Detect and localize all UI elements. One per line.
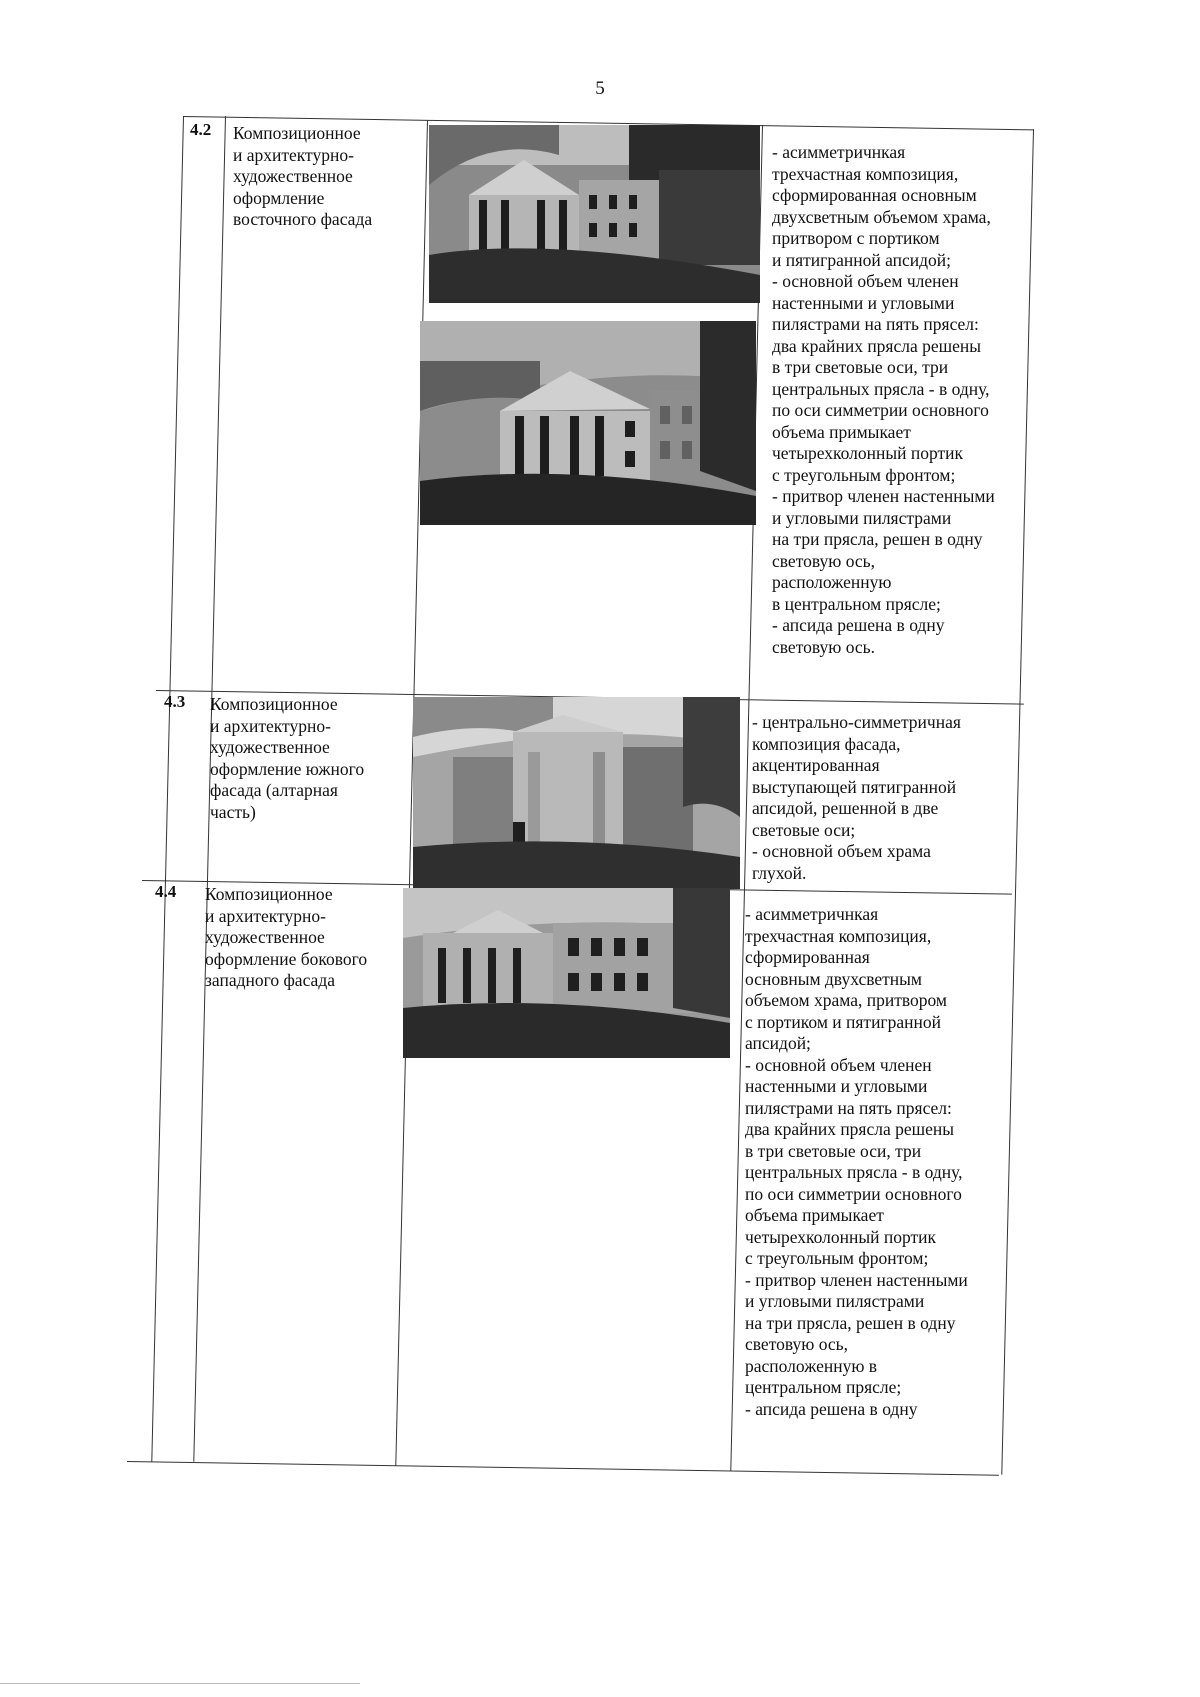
page-number: 5 xyxy=(595,78,605,99)
row-description: - центрально-симметричная композиция фасада, акцентированная выступающей пятигранной апсидой, решенной в две световые оси; - основной объем храма глухой. xyxy=(752,712,961,883)
church-east-facade-photo xyxy=(429,125,760,303)
row-description: - асимметричнкая трехчастная композиция, сформированная основным двухсветным объемом храма, притвором с портиком и пятигранной апсидой; - основной объем членен настенными и угловыми пилястрами на пять прясел: два крайних прясла решены в три световые оси, три центральных прясла - в одну, по оси симметрии основного объема примыкает четырехколонный портик с треугольным фронтом; - притвор членен настенными и угловыми пилястрами на три прясла, решен в одну световую ось, расположенную в центральном прясле; - апсида решена в одну световую ось. xyxy=(772,142,995,657)
church-east-facade-photo xyxy=(420,321,756,525)
row-name: Композиционное и архитектурно- художественное оформление южного фасада (алтарная часть) xyxy=(210,694,365,822)
row-number: 4.4 xyxy=(155,882,177,901)
row-name: Композиционное и архитектурно- художественное оформление бокового западного фасада xyxy=(205,884,368,990)
church-apse-photo xyxy=(413,697,740,889)
church-west-facade-photo xyxy=(403,888,730,1058)
scan-edge-line xyxy=(0,1683,360,1684)
row-number: 4.2 xyxy=(190,120,212,139)
row-number: 4.3 xyxy=(164,692,186,711)
row-description: - асимметричнкая трехчастная композиция, сформированная основным двухсветным объемом храма, притвором с портиком и пятигранной апсидой; - основной объем членен настенными и угловыми пилястрами на пять прясел: два крайних прясла решены в три световые оси, три центральных прясла - в одну, по оси симметрии основного объема примыкает четырехколонный портик с треугольным фронтом; - притвор членен настенными и угловыми пилястрами на три прясла, решен в одну световую ось, расположенную в центральном прясле; - апсида решена в одну xyxy=(745,904,968,1419)
row-name: Композиционное и архитектурно- художественное оформление восточного фасада xyxy=(233,123,373,229)
